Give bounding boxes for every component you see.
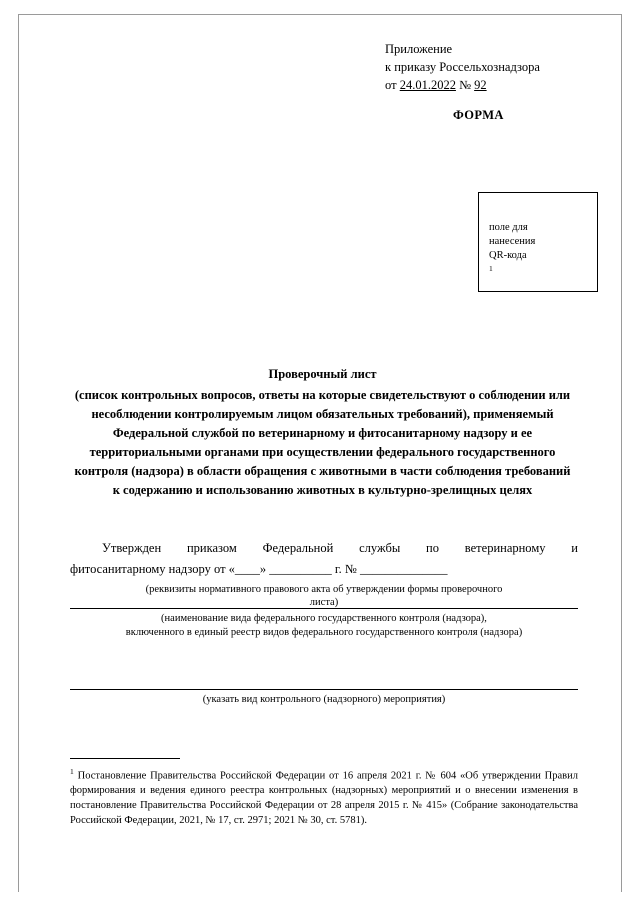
scan-frame-left-line — [18, 14, 19, 892]
page-subtitle: (список контрольных вопросов, ответы на которые свидетельствуют о соблюдении или несоблюдении контролируемым лицом обязательных требований), применяемый Федеральной службой по ветеринарному и фитосанитарному надзору и ее территориальными органами при осуществлении федерального государственного контроля (надзора) в области обращения с животными в части соблюдения требований к содержанию и использованию животных в культурно-зрелищных целях — [74, 388, 571, 497]
order-date-prefix: от — [385, 78, 400, 93]
footnote-text — [70, 767, 578, 829]
footnote-separator-line — [70, 757, 180, 759]
approval-block — [70, 538, 578, 610]
qr-code-placeholder-text — [479, 193, 597, 280]
approval-caption-line-2: листа) — [309, 597, 339, 609]
event-type-caption — [70, 693, 578, 707]
order-number: 92 — [474, 78, 487, 93]
event-type-section — [70, 688, 578, 707]
scan-frame-top-line — [18, 14, 622, 15]
appendix-order-authority: к приказу Россельхознадзора — [385, 60, 540, 75]
qr-line-3 — [489, 249, 597, 280]
forma-label: ФОРМА — [453, 108, 504, 123]
footnote-body: Постановление Правительства Российской Федерации от 16 апреля 2021 г. № 604 «Об утверждении Правил формирования и ведения единого реестра контрольных (надзорных) мероприятий и о внесении изменения в постановление Правительства Российской Федерации от 28 апреля 2015 г. № 415» (Собрание законодательства Российской Федерации, 2021, № 17, ст. 2971; 2021 № 30, ст. 5781). — [70, 770, 578, 827]
control-type-caption-line-1: (наименование вида федерального государственного контроля (надзора), — [161, 613, 487, 624]
appendix-order-date-number — [385, 76, 615, 94]
approval-caption-line-1: (реквизиты нормативного правового акта об утверждении формы проверочного — [145, 583, 503, 595]
order-date: 24.01.2022 — [399, 78, 456, 93]
event-type-blank-line[interactable] — [70, 688, 578, 690]
scan-frame-right-line — [621, 14, 622, 892]
page-title: Проверочный лист — [268, 367, 377, 381]
qr-footnote-marker: 1 — [489, 263, 493, 273]
control-type-caption-line-2: включенного в единый реестр видов федерального государственного контроля (надзора) — [125, 626, 523, 638]
control-type-caption — [70, 612, 578, 639]
qr-line-1: поле для — [489, 222, 528, 233]
footnote-block — [70, 757, 578, 829]
qr-code-placeholder-box — [478, 192, 598, 292]
control-type-blank-line[interactable] — [70, 607, 578, 609]
approval-caption — [70, 583, 578, 610]
approval-line-2: фитосанитарному надзору от «____» __________ г. № ______________ — [70, 562, 448, 577]
appendix-header — [385, 40, 615, 94]
footnote-marker: 1 — [70, 767, 74, 776]
document-content — [70, 40, 580, 123]
order-number-prefix: № — [455, 78, 475, 93]
event-type-caption-line-1: (указать вид контрольного (надзорного) мероприятия) — [202, 694, 446, 705]
appendix-label: Приложение — [385, 42, 453, 56]
qr-line-2: нанесения — [489, 236, 536, 248]
control-type-section — [70, 607, 578, 639]
document-title-block — [70, 365, 575, 500]
qr-line-3-text: QR-кода — [489, 250, 527, 262]
approval-line-1: Утвержден приказом Федеральной службы по ветеринарному и — [102, 541, 578, 555]
